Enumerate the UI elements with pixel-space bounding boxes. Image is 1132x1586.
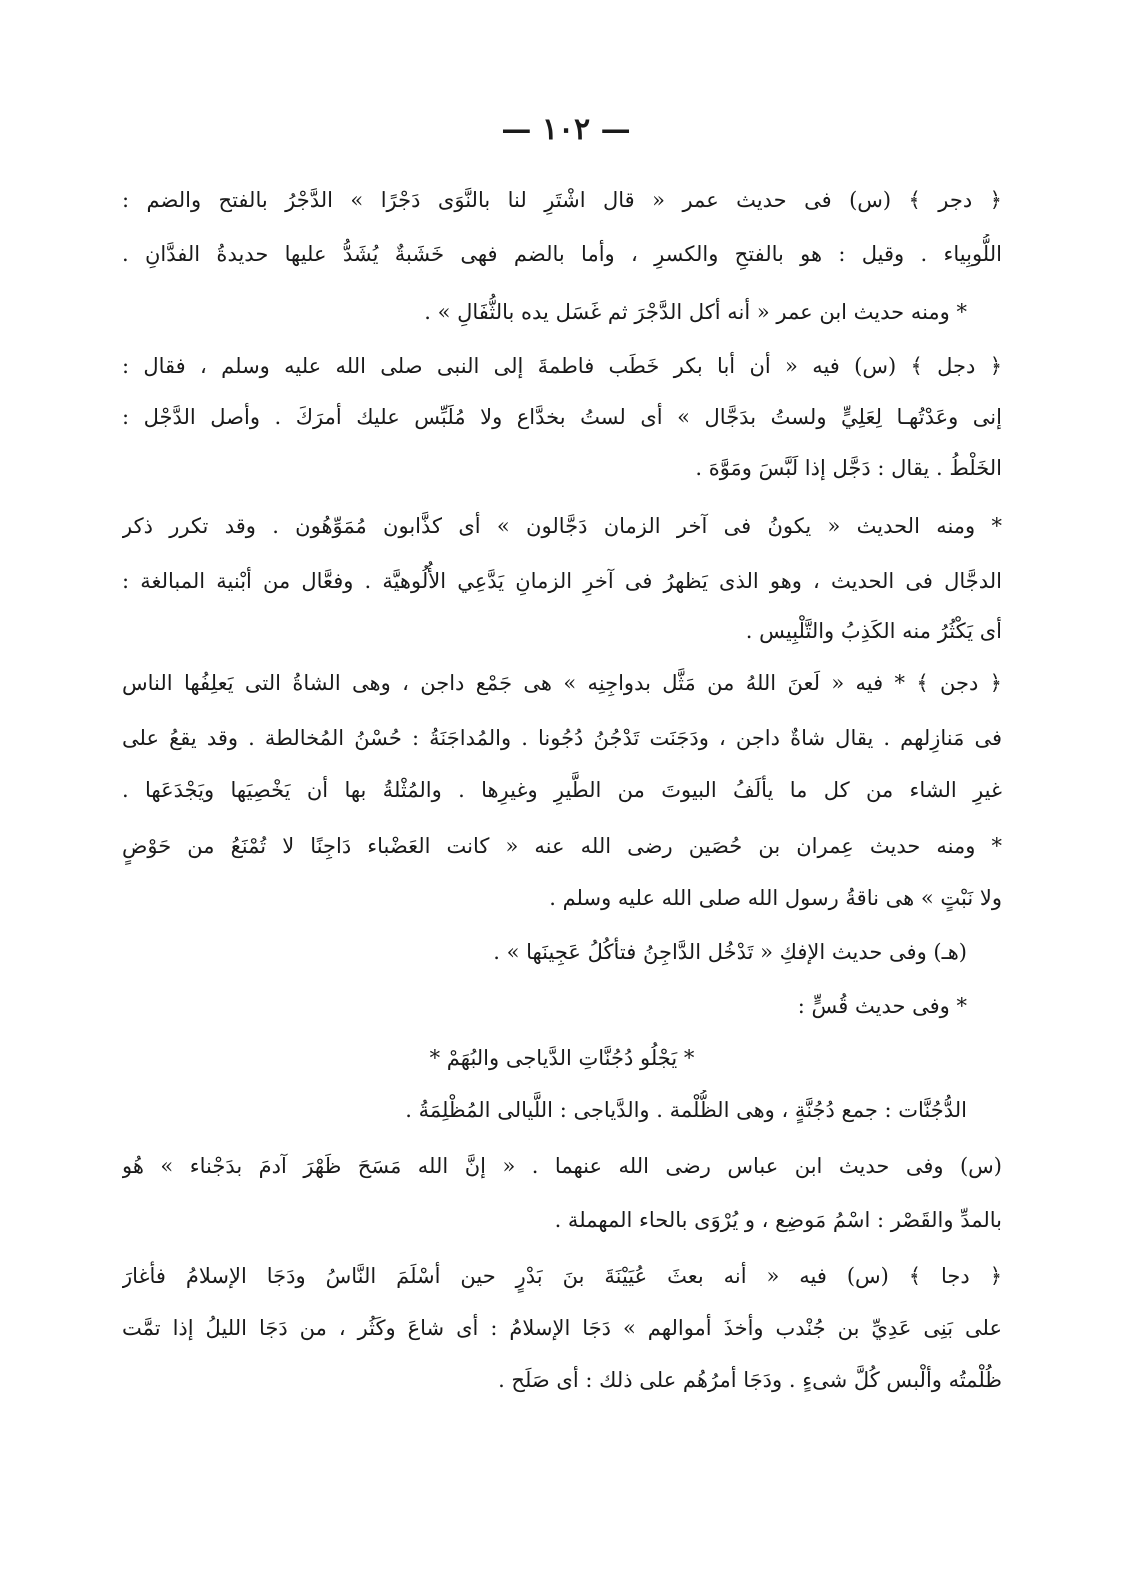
entry-dajn-hadith-ifk: (هـ) وفى حديث الإفكِ « تَدْخُل الدَّاجِنُ فتأكُلُ عَجِينَها » .: [493, 940, 967, 964]
entry-dajl-hadith-line-1: * ومنه الحديث « يكونُ فى آخر الزمان دَجَّالون » أى كذَّابون مُمَوِّهُون . وقد تكرر ذكر: [122, 514, 1002, 538]
entry-dajn-line-1: ﴿ دجن ﴾ * فيه « لَعنَ اللهُ من مَثَّل بدواجِنِه » هى جَمْع داجن ، وهى الشاةُ التى يَعلِفُها الناس: [122, 671, 1002, 695]
entry-dajn-hadith-imran-line-2: ولا نَبْتٍ » هى ناقةُ رسول الله صلى الله عليه وسلم .: [549, 886, 1002, 910]
entry-dajr-line-1: ﴿ دجر ﴾ (س) فى حديث عمر « قال اشْتَرِ لنا بالنَّوَى دَجْرًا » الدَّجْرُ بالفتح والضم :: [122, 188, 1002, 212]
entry-dajl-line-2: إنى وعَدْتُهـا لِعَلِيٍّ ولستُ بدَجَّال » أى لستُ بخدَّاع ولا مُلَبِّس عليك أمرَكَ . وأصل الدَّجْل :: [122, 405, 1002, 429]
entry-daja-line-3: ظُلْمتُه وألْبس كُلَّ شىءٍ . ودَجَا أمرُهُم على ذلك : أى صَلَح .: [498, 1368, 1002, 1392]
entry-dajn-hadith-quss: * وفى حديث قُسٍّ :: [797, 994, 967, 1018]
entry-dajn-gloss: الدُّجُنَّات : جمع دُجُنَّةٍ ، وهى الظُّلْمة . والدَّياجى : اللَّيالى المُظْلِمَةُ .: [405, 1098, 967, 1122]
entry-dajl-line-1: ﴿ دجل ﴾ (س) فيه « أن أبا بكر خَطَب فاطمةَ إلى النبى صلى الله عليه وسلم ، فقال :: [122, 354, 1002, 378]
entry-daja-line-2: على بَنِى عَدِيِّ بن جُنْدب وأخذَ أموالهم » دَجَا الإسلامُ : أى شاعَ وكَثُر ، من دَجَا الليلُ إذا تمَّت: [122, 1316, 1002, 1340]
entry-dajl-hadith-line-3: أى يَكْثُرُ منه الكَذِبُ والتَّلْبِيس .: [745, 619, 1002, 643]
entry-dajn-hadith-ibn-abbas-line-1: (س) وفى حديث ابن عباس رضى الله عنهما . « إنَّ الله مَسَحَ ظَهْرَ آدمَ بدَجْناء » هُو: [122, 1154, 1002, 1178]
entry-dajr-line-2: اللُّوبِياء . وقيل : هو بالفتحِ والكسرِ ، وأما بالضم فهى خَشَبةٌ يُشَدُّ عليها حديدةُ الفدَّانِ .: [122, 242, 1002, 266]
entry-daja-line-1: ﴿ دجا ﴾ (س) فيه « أنه بعثَ عُيَيْنَةَ بنَ بَدْرٍ حين أسْلَمَ النَّاسُ ودَجَا الإسلامُ فأغارَ: [122, 1264, 1002, 1288]
entry-dajn-verse: * يَجْلُو دُجُنَّاتِ الدَّياجى والبُهَمْ *: [429, 1046, 695, 1070]
entry-dajn-line-3: غيرِ الشاء من كل ما يألَفُ البيوتَ من الطَّيرِ وغيرِها . والمُثْلةُ بها أن يَخْصِيَها ويَجْدَعَها .: [122, 778, 1002, 802]
entry-dajn-hadith-imran-line-1: * ومنه حديث عِمران بن حُصَين رضى الله عنه « كانت العَضْباء دَاجِنًا لا تُمْنَعُ من حَوْضٍ: [122, 834, 1002, 858]
entry-dajn-line-2: فى مَنازِلهم . يقال شاةٌ داجن ، ودَجَنَت تَدْجُنُ دُجُونا . والمُداجَنَةُ : حُسْنُ المُخالطة . وقد يقعُ على: [122, 726, 1002, 750]
entry-dajr-hadith-ibn-umar: * ومنه حديث ابن عمر « أنه أكل الدَّجْرَ ثم غَسَل يده بالثُّفَالِ » .: [424, 300, 967, 324]
entry-dajl-hadith-line-2: الدجَّال فى الحديث ، وهو الذى يَظهرُ فى آخرِ الزمانِ يَدَّعِي الأُلُوهيَّة . وفعَّال من أبْنية المبالغة :: [122, 569, 1002, 593]
entry-dajn-hadith-ibn-abbas-line-2: بالمدِّ والقَصْر : اسْمُ مَوضِع ، و يُرْوَى بالحاء المهملة .: [554, 1208, 1002, 1232]
page-number: — ١٠٢ —: [501, 112, 631, 147]
entry-dajl-line-3: الخَلْطُ . يقال : دَجَّل إذا لَبَّسَ ومَوَّهَ .: [695, 456, 1002, 480]
